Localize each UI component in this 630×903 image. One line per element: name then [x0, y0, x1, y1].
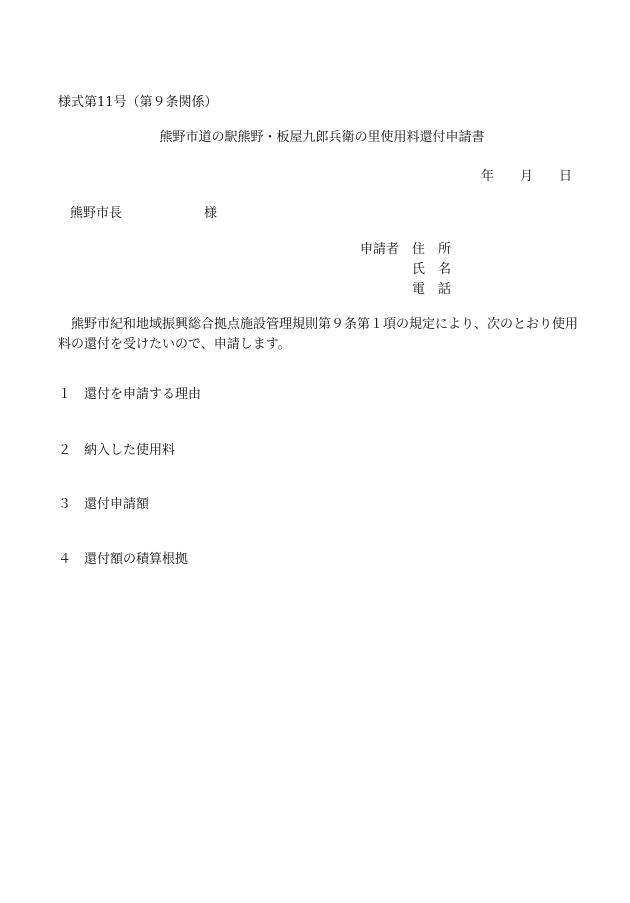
phone-label	[412, 283, 464, 296]
section-item	[58, 388, 201, 401]
name-label	[412, 263, 464, 276]
document-title: 熊野市道の駅熊野・板屋九郎兵衛の里使用料還付申請書	[159, 130, 485, 145]
addressee-name: 熊野市長	[70, 206, 123, 221]
date-year: 年	[480, 169, 494, 184]
form-number: 様式第11号（第９条関係）	[58, 95, 218, 110]
date-day: 日	[558, 169, 572, 184]
applicant-role: 申請者	[360, 242, 400, 257]
applicant-phone-row	[360, 283, 464, 303]
applicant-block	[360, 243, 464, 303]
phone-label-char-1: 電	[412, 282, 426, 297]
section-item	[58, 498, 149, 511]
name-label-char-1: 氏	[412, 262, 426, 277]
address-label-char-2: 所	[438, 242, 452, 257]
section-label: 還付額の積算根拠	[84, 552, 189, 567]
body-paragraph: 熊野市紀和地域振興総合拠点施設管理規則第９条第１項の規定により、次のとおり使用料の還付を受けたいので、申請します。	[58, 317, 579, 352]
name-label-char-2: 名	[438, 262, 452, 277]
section-label: 還付申請額	[84, 497, 150, 512]
addressee-honorific: 様	[204, 206, 218, 221]
date-line	[481, 170, 572, 183]
section-number: １	[58, 387, 72, 402]
address-label-char-1: 住	[412, 242, 426, 257]
section-item	[58, 553, 188, 566]
section-number: ４	[58, 552, 72, 567]
section-label: 還付を申請する理由	[84, 387, 202, 402]
applicant-address-row	[360, 243, 464, 263]
addressee	[70, 207, 217, 220]
applicant-name-row	[360, 263, 464, 283]
date-month: 月	[519, 169, 533, 184]
section-number: ３	[58, 497, 72, 512]
section-number: ２	[58, 443, 72, 458]
address-label	[412, 243, 464, 256]
section-item	[58, 444, 175, 457]
phone-label-char-2: 話	[438, 282, 452, 297]
section-label: 納入した使用料	[84, 443, 176, 458]
